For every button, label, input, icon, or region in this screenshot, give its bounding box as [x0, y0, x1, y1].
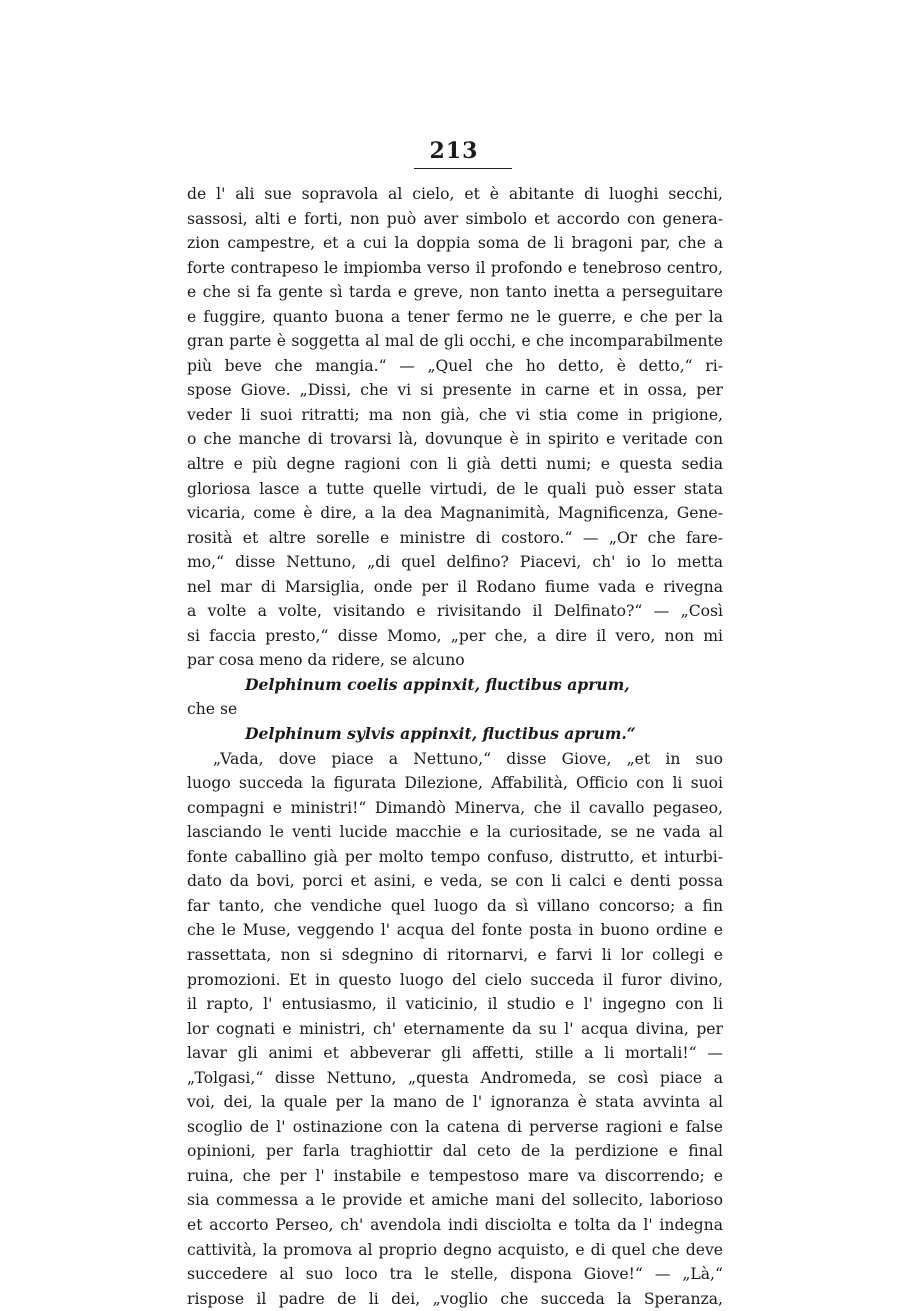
text-line: de l' ali sue sopravola al cielo, et è abitante di luoghi secchi, — [187, 185, 723, 203]
text-line: „Vada, dove piace a Nettuno,“ disse Giove, „et in suo — [213, 749, 723, 768]
text-line: compagni e ministri!“ Dimandò Minerva, che il cavallo pegaseo, — [187, 798, 723, 817]
header-rule — [414, 168, 512, 169]
text-line: succedere al suo loco tra le stelle, dispona Giove!“ — „Là,“ — [187, 1265, 723, 1284]
text-line: gran parte è soggetta al mal de gli occhi, e che incomparabilmente — [187, 332, 723, 351]
text-line: cattività, la promova al proprio degno acquisto, e di quel che deve — [187, 1240, 723, 1259]
text-line: il rapto, l' entusiasmo, il vaticinio, il studio e l' ingegno con li — [187, 995, 723, 1014]
text-line: a volte a volte, visitando e rivisitando il Delfinato?“ — „Così — [187, 602, 723, 621]
text-line: forte contrapeso le impiomba verso il profondo e tenebroso centro, — [187, 258, 723, 277]
text-line: e fuggire, quanto buona a tener fermo ne le guerre, e che per la — [187, 307, 723, 326]
text-line: scoglio de l' ostinazione con la catena di perverse ragioni e false — [187, 1117, 723, 1136]
text-line: altre e più degne ragioni con li già detti numi; e questa sedia — [187, 455, 723, 474]
text-line: par cosa meno da ridere, se alcuno — [187, 651, 465, 670]
text-line: o che manche di trovarsi là, dovunque è in spirito e veritade con — [187, 430, 723, 449]
text-line: gloriosa lasce a tutte quelle virtudi, de le quali può esser stata — [187, 479, 723, 498]
text-line: vicaria, come è dire, a la dea Magnanimità, Magnificenza, Gene- — [187, 504, 723, 523]
verse-line: Delphinum coelis appinxit, fluctibus aprum, — [245, 674, 630, 694]
text-line: „Tolgasi,“ disse Nettuno, „questa Andromeda, se così piace a — [187, 1068, 723, 1087]
text-line: mo,“ disse Nettuno, „di quel delfino? Piacevi, ch' io lo metta — [187, 553, 723, 572]
text-line: voi, dei, la quale per la mano de l' ignoranza è stata avvinta al — [187, 1093, 723, 1112]
text-line: luogo succeda la figurata Dilezione, Affabilità, Officio con li suoi — [187, 774, 723, 793]
text-line: rosità et altre sorelle e ministre di costoro.“ — „Or che fare- — [187, 528, 723, 547]
text-line: ruina, che per l' instabile e tempestoso mare va discorrendo; e — [187, 1166, 723, 1185]
text-line: più beve che mangia.“ — „Quel che ho detto, è detto,“ ri- — [187, 356, 723, 375]
text-line: zion campestre, et a cui la doppia soma de li bragoni par, che a — [187, 234, 723, 253]
text-line: rispose il padre de li dei, „voglio che succeda la Speranza, — [187, 1289, 723, 1308]
text-line: sia commessa a le provide et amiche mani del sollecito, laborioso — [187, 1191, 723, 1210]
text-line: e che si fa gente sì tarda e greve, non tanto inetta a perseguitare — [187, 283, 723, 302]
text-line: far tanto, che vendiche quel luogo da sì villano concorso; a fin — [187, 896, 723, 915]
text-line: sassosi, alti e forti, non può aver simbolo et accordo con genera- — [187, 209, 723, 228]
text-line: rassettata, non si sdegnino di ritornarvi, e farvi li lor collegi e — [187, 945, 723, 964]
page-number: 213 — [429, 138, 479, 164]
text-line: et accorto Perseo, ch' avendola indi disciolta e tolta da l' indegna — [187, 1215, 723, 1234]
verse-line: Delphinum sylvis appinxit, fluctibus aprum.“ — [245, 724, 636, 744]
text-line: che se — [187, 700, 238, 719]
text-line: lavar gli animi et abbeverar gli affetti, stille a li mortali!“ — — [187, 1044, 723, 1063]
text-line: promozioni. Et in questo luogo del cielo succeda il furor divino, — [187, 970, 723, 989]
text-line: nel mar di Marsiglia, onde per il Rodano fiume vada e rivegna — [187, 577, 723, 596]
text-line: spose Giove. „Dissi, che vi si presente in carne et in ossa, per — [187, 381, 723, 400]
text-line: che le Muse, veggendo l' acqua del fonte posta in buono ordine e — [187, 921, 723, 940]
text-line: dato da bovi, porci et asini, e veda, se con li calci e denti possa — [187, 872, 723, 891]
text-line: fonte caballino già per molto tempo confuso, distrutto, et inturbi- — [187, 847, 723, 866]
text-block — [187, 182, 723, 1311]
text-line: si faccia presto,“ disse Momo, „per che, a dire il vero, non mi — [187, 626, 723, 645]
text-line: opinioni, per farla traghiottir dal ceto de la perdizione e final — [187, 1142, 723, 1161]
text-line: lasciando le venti lucide macchie e la curiositade, se ne vada al — [187, 823, 723, 842]
text-line: veder li suoi ritratti; ma non già, che vi stia come in prigione, — [187, 405, 723, 424]
text-line: lor cognati e ministri, ch' eternamente da su l' acqua divina, per — [187, 1019, 723, 1038]
